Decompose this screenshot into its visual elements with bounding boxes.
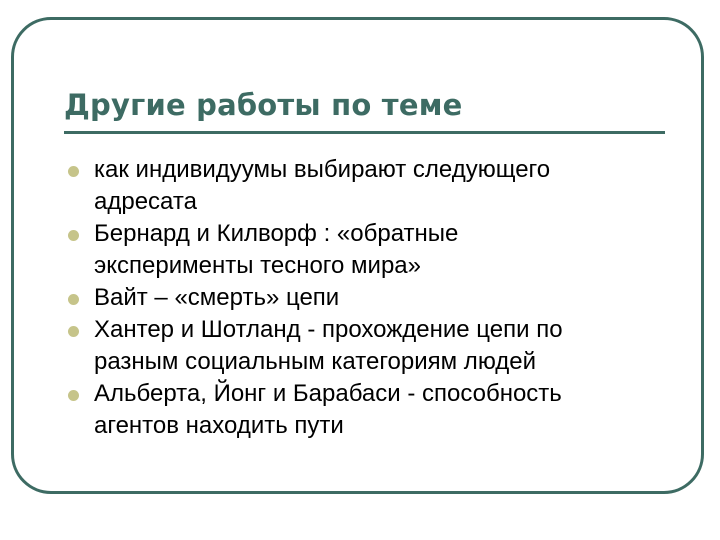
- bullet-dot-icon: [68, 326, 79, 337]
- slide-title: Другие работы по теме: [64, 88, 463, 122]
- bullet-line: эксперименты тесного мира»: [94, 252, 421, 279]
- bullet-item: [64, 154, 654, 218]
- bullet-line: Хантер и Шотланд - прохождение цепи по: [94, 316, 563, 343]
- title-underline: [64, 131, 665, 134]
- bullet-item: [64, 314, 654, 378]
- bullet-line: адресата: [94, 188, 197, 215]
- bullet-line: агентов находить пути: [94, 412, 344, 439]
- bullet-list: [64, 154, 654, 442]
- bullet-line: Бернард и Килворф : «обратные: [94, 220, 459, 247]
- bullet-line: как индивидуумы выбирают следующего: [94, 156, 551, 183]
- bullet-dot-icon: [68, 230, 79, 241]
- bullet-dot-icon: [68, 294, 79, 305]
- bullet-dot-icon: [68, 166, 79, 177]
- bullet-line: разным социальным категориям людей: [94, 348, 537, 375]
- bullet-item: [64, 218, 654, 282]
- bullet-dot-icon: [68, 390, 79, 401]
- bullet-line: Альберта, Йонг и Барабаси - способность: [94, 380, 562, 407]
- bullet-item: [64, 282, 654, 314]
- bullet-item: [64, 378, 654, 442]
- bullet-line: Вайт – «смерть» цепи: [94, 284, 340, 311]
